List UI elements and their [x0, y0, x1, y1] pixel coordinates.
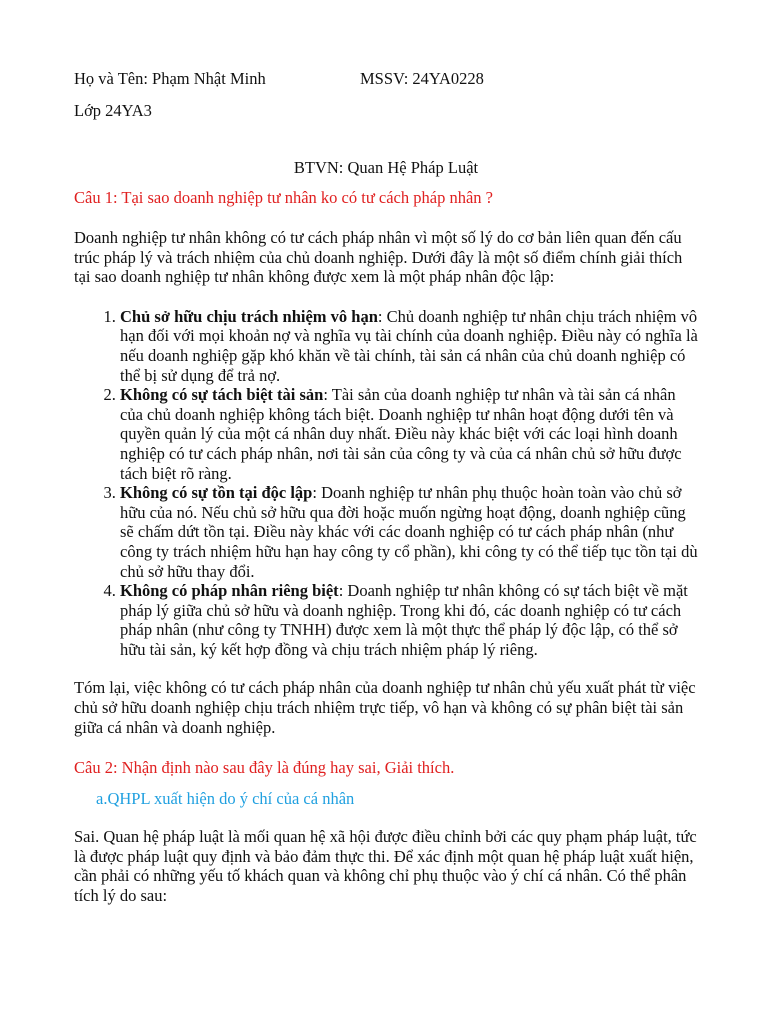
document-title: BTVN: Quan Hệ Pháp Luật [293, 158, 479, 177]
reason-body: : Chủ doanh nghiệp tư nhân chịu trách nhiệm vô hạn đối với mọi khoản nợ và nghĩa vụ tài chính của doanh nghiệp. Điều này có nghĩa là nếu doanh nghiệp gặp khó khăn về tài chính, tài sản cá nhân của chủ doanh nghiệp có thể bị sử dụng để trả nợ. [120, 306, 698, 385]
question-2: Câu 2: Nhận định nào sau đây là đúng hay sai, Giải thích. [74, 758, 455, 778]
question-1-intro: Doanh nghiệp tư nhân không có tư cách pháp nhân vì một số lý do cơ bản liên quan đến cấu trúc pháp lý và trách nhiệm của chủ doanh nghiệp. Dưới đây là một số điểm chính giải thích tại sao doanh nghiệp tư nhân không được xem là một pháp nhân độc lập: [74, 228, 683, 287]
class-name: Lớp 24YA3 [74, 101, 152, 120]
reason-heading: Không có sự tồn tại độc lập [120, 483, 313, 503]
reason-item [120, 581, 698, 659]
student-name: Họ và Tên: Phạm Nhật Minh [74, 69, 266, 88]
reason-item [120, 385, 698, 483]
question-2-part-a: a.QHPL xuất hiện do ý chí của cá nhân [96, 789, 355, 809]
question-1: Câu 1: Tại sao doanh nghiệp tư nhân ko có tư cách pháp nhân ? [74, 188, 493, 207]
question-2-answer: Sai. Quan hệ pháp luật là mối quan hệ xã hội được điều chỉnh bởi các quy phạm pháp luật, tức là được pháp luật quy định và bảo đảm thực thi. Để xác định một quan hệ pháp luật xuất hiện, cần phải có những yếu tố khách quan và không chỉ phụ thuộc vào ý chí cá nhân. Có thể phân tích lý do sau: [74, 827, 697, 906]
student-id: MSSV: 24YA0228 [360, 69, 484, 88]
reason-heading: Không có pháp nhân riêng biệt [120, 581, 339, 601]
reason-body: : Tài sản của doanh nghiệp tư nhân và tài sản cá nhân của chủ doanh nghiệp không tách biệt. Doanh nghiệp tư nhân hoạt động dưới tên và quyền quản lý của một cá nhân duy nhất. Điều này khác biệt với các loại hình doanh nghiệp có tư cách pháp nhân, nơi tài sản của công ty và của cá nhân chủ sở hữu được tách biệt rõ ràng. [120, 385, 682, 483]
student-header [74, 66, 698, 92]
reason-heading: Không có sự tách biệt tài sản [120, 385, 324, 405]
reason-item [120, 483, 698, 581]
reasons-list [74, 307, 698, 660]
reason-body: : Doanh nghiệp tư nhân phụ thuộc hoàn toàn vào chủ sở hữu của nó. Nếu chủ sở hữu qua đời hoặc muốn ngừng hoạt động, doanh nghiệp cũng sẽ chấm dứt tồn tại. Điều này khác với các doanh nghiệp có tư cách pháp nhân (như công ty trách nhiệm hữu hạn hay công ty cổ phần), khi công ty có thể tiếp tục tồn tại dù chủ sở hữu thay đổi. [120, 483, 698, 581]
reason-heading: Chủ sở hữu chịu trách nhiệm vô hạn [120, 306, 378, 326]
reason-item [120, 307, 698, 385]
question-1-conclusion: Tóm lại, việc không có tư cách pháp nhân của doanh nghiệp tư nhân chủ yếu xuất phát từ việc chủ sở hữu doanh nghiệp chịu trách nhiệm trực tiếp, vô hạn và không có sự phân biệt tài sản giữa cá nhân và doanh nghiệp. [74, 678, 696, 737]
document-page [74, 66, 698, 906]
reason-body: : Doanh nghiệp tư nhân không có sự tách biệt về mặt pháp lý giữa chủ sở hữu và doanh nghiệp. Trong khi đó, các doanh nghiệp có tư cách pháp nhân (như công ty TNHH) được xem là một thực thể pháp lý độc lập, có thể sở hữu tài sản, ký kết hợp đồng và chịu trách nhiệm pháp lý riêng. [120, 581, 688, 659]
